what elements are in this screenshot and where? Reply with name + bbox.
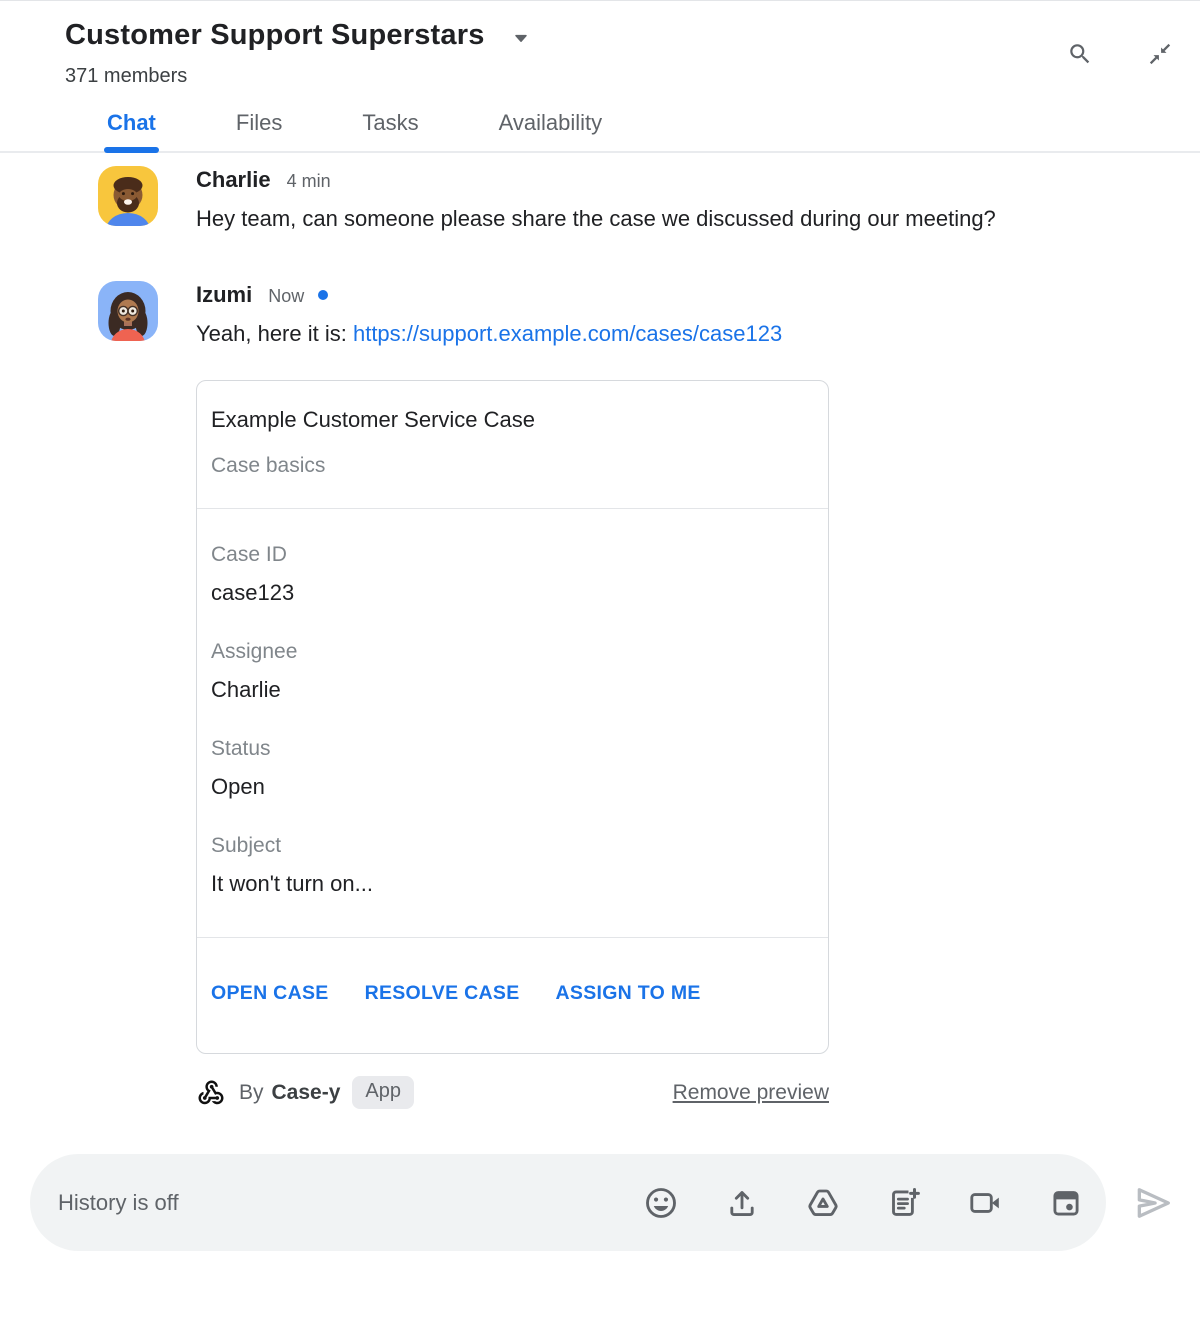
search-icon[interactable] — [1067, 41, 1093, 67]
upload-icon[interactable] — [724, 1185, 760, 1221]
card-title: Example Customer Service Case — [211, 407, 536, 432]
tab-availability[interactable]: Availability — [498, 110, 603, 135]
message-time: Now — [268, 286, 305, 306]
card-attribution — [196, 1076, 829, 1109]
unread-dot — [318, 290, 328, 300]
collapse-icon[interactable] — [1147, 41, 1173, 67]
open-case-button[interactable]: OPEN CASE — [211, 982, 329, 1004]
resolve-case-button[interactable]: RESOLVE CASE — [364, 982, 520, 1004]
send-icon[interactable] — [1132, 1181, 1176, 1225]
message-text-prefix: Yeah, here it is: — [196, 321, 353, 346]
webhook-icon — [196, 1078, 226, 1108]
meeting-notes-icon[interactable] — [886, 1185, 922, 1221]
emoji-icon[interactable] — [643, 1185, 679, 1221]
by-label: By — [239, 1080, 264, 1104]
message-charlie — [98, 166, 1200, 239]
case-link[interactable]: https://support.example.com/cases/case123 — [352, 321, 783, 346]
app-name: Case-y — [271, 1080, 341, 1104]
page-title: Customer Support Superstars — [65, 19, 485, 51]
member-count: 371 members — [65, 65, 188, 87]
room-header — [0, 1, 1200, 88]
message-text — [196, 314, 782, 354]
video-call-icon[interactable] — [967, 1185, 1003, 1221]
avatar-izumi[interactable] — [98, 281, 158, 341]
field-label: Assignee — [211, 640, 298, 663]
room-title-menu[interactable] — [65, 19, 1200, 52]
tab-files[interactable]: Files — [235, 110, 283, 135]
app-badge: App — [352, 1076, 414, 1109]
field-label: Subject — [211, 834, 282, 857]
message-text: Hey team, can someone please share the case we discussed during our meeting? — [196, 206, 996, 231]
field-subject — [211, 834, 814, 897]
assign-to-me-button[interactable]: ASSIGN TO ME — [555, 982, 701, 1004]
field-case-id — [211, 543, 814, 606]
message-time: 4 min — [286, 171, 331, 191]
input-placeholder: History is off — [58, 1189, 179, 1215]
field-label: Case ID — [211, 543, 287, 566]
remove-preview-link[interactable]: Remove preview — [672, 1080, 829, 1104]
message-izumi — [98, 281, 1200, 354]
field-assignee — [211, 640, 814, 703]
calendar-icon[interactable] — [1048, 1185, 1084, 1221]
tab-chat[interactable]: Chat — [107, 110, 156, 151]
field-label: Status — [211, 737, 271, 760]
tab-bar — [0, 110, 1200, 153]
case-preview-card — [196, 380, 829, 1054]
field-value: Charlie — [211, 677, 281, 702]
message-input[interactable] — [30, 1154, 1106, 1251]
drive-icon[interactable] — [805, 1185, 841, 1221]
avatar-charlie[interactable] — [98, 166, 158, 226]
field-value: It won't turn on... — [211, 871, 373, 896]
field-value: Open — [211, 774, 265, 799]
field-value: case123 — [211, 580, 295, 605]
field-status — [211, 737, 814, 800]
tab-tasks[interactable]: Tasks — [362, 110, 419, 135]
caret-down-icon — [509, 21, 533, 50]
author-name: Charlie — [196, 167, 271, 192]
card-subtitle: Case basics — [211, 454, 326, 477]
author-name: Izumi — [196, 282, 253, 307]
